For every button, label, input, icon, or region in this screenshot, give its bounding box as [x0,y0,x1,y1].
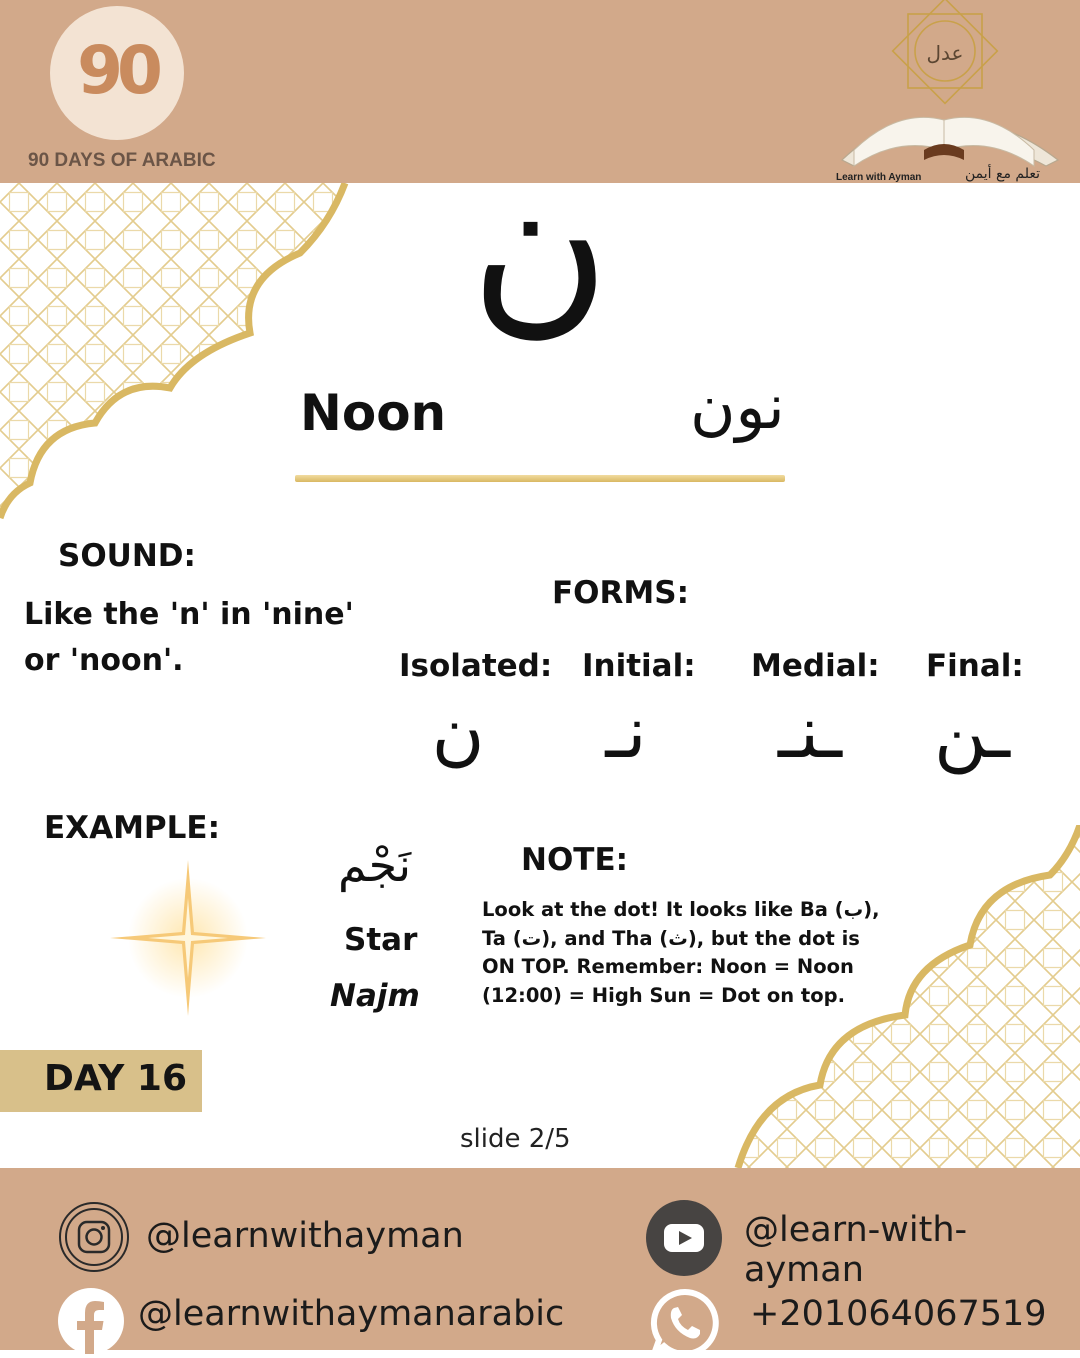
brand-name-ar: تعلم مع أيمن [965,166,1040,182]
facebook-icon[interactable] [58,1288,124,1354]
note-heading: NOTE: [521,842,629,878]
example-word-ar: نَجْم [338,838,412,892]
example-meaning: Star [344,922,418,958]
forms-heading: FORMS: [552,575,689,611]
gold-lattice-top-left [0,183,350,523]
sparkle-star-icon [108,858,268,1018]
sound-line-1: Like the 'n' in 'nine' [24,597,354,632]
form-glyph-initial: نـ [605,690,647,774]
brand-name-en: Learn with Ayman [836,172,922,183]
svg-text:عدل: عدل [926,41,964,65]
example-heading: EXAMPLE: [44,810,220,846]
footer-band [0,1168,1080,1350]
logo-number: 90 [77,32,157,109]
form-label-isolated: Isolated: [399,648,553,684]
sound-heading: SOUND: [58,538,196,574]
open-book-emblem-icon [832,0,1068,178]
sound-line-2: or 'noon'. [24,643,184,678]
example-transliteration: Najm [330,978,420,1014]
note-text: Look at the dot! It looks like Ba (ب), Ta (ت), and Tha (ث), but the dot is ON TOP. Remember: Noon = Noon (12:00) = High Sun = Dot on top. [482,898,880,1007]
youtube-icon[interactable] [646,1200,722,1276]
whatsapp-number[interactable]: +201064067519 [750,1294,1047,1334]
form-label-initial: Initial: [582,648,696,684]
day-label: DAY 16 [44,1058,187,1099]
instagram-handle[interactable]: @learnwithayman [146,1216,464,1256]
logo-caption: 90 DAYS OF ARABIC [28,150,216,171]
form-glyph-isolated: ن [431,690,485,774]
form-glyph-medial: ـنـ [778,690,842,774]
youtube-handle[interactable]: @learn-with-ayman [744,1210,968,1290]
letter-name-ar: نون [690,370,785,443]
gold-divider [295,475,785,482]
whatsapp-icon[interactable] [650,1288,720,1358]
slide-indicator: slide 2/5 [460,1124,571,1154]
facebook-handle[interactable]: @learnwithaymanarabic [138,1294,565,1334]
logo-badge [50,6,184,140]
letter-name-en: Noon [300,384,447,442]
form-label-final: Final: [926,648,1024,684]
instagram-icon[interactable] [58,1201,130,1273]
form-label-medial: Medial: [751,648,880,684]
form-glyph-final: ـن [934,690,1010,774]
main-letter: ن [470,134,610,355]
day-badge [0,1050,202,1112]
